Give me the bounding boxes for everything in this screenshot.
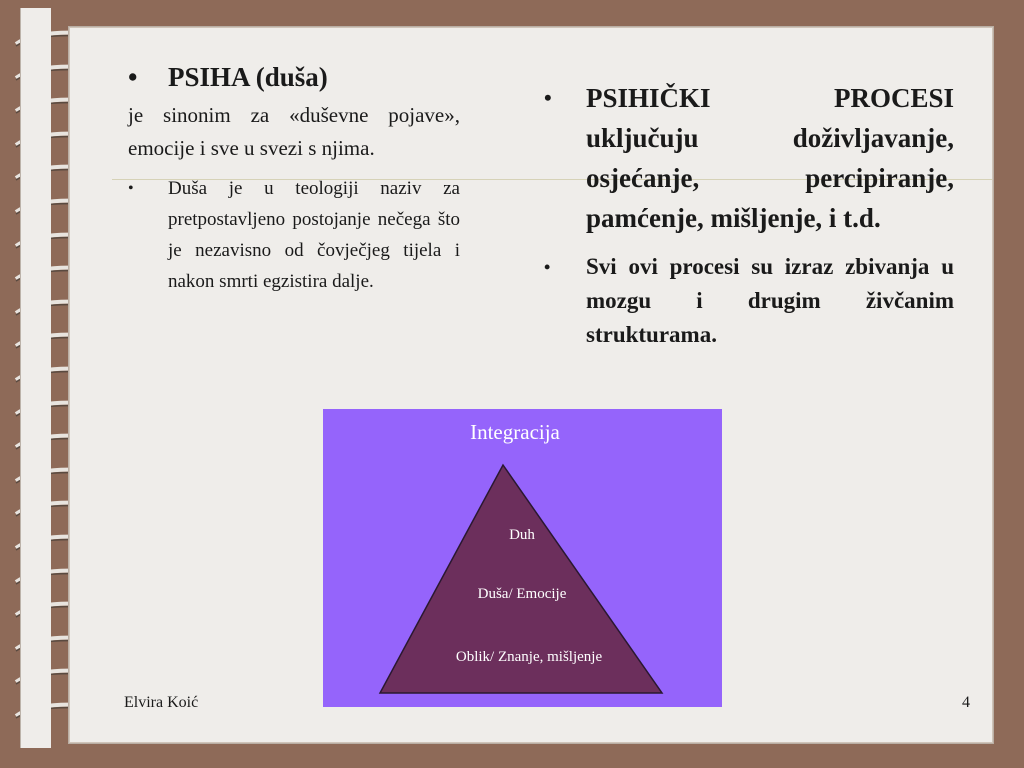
pyramid-level-middle: Duša/ Emocije — [477, 586, 567, 602]
page-number: 4 — [962, 694, 970, 711]
pyramid-level-bottom: Oblik/ Znanje, mišljenje — [455, 649, 603, 665]
list-item-text: Duša je u teologiji naziv za pretpostavljeno postojanje nečega što je nezavisno od čovječjeg tijela i nakon smrti egzistira dalje. — [168, 178, 460, 292]
page-edge — [20, 8, 51, 748]
psiha-heading — [128, 62, 460, 93]
list-item-text: PSIHIČKI PROCESI uključuju doživljavanje, osjećanje, percipiranje, pamćenje, mišljenje, i t.d. — [586, 83, 954, 233]
left-column — [128, 62, 460, 297]
bullet: • — [128, 62, 138, 92]
pyramid-svg — [323, 409, 722, 707]
pyramid-level-top: Duh — [509, 527, 535, 543]
diagram-title: Integracija — [470, 420, 560, 444]
psiha-definition: je sinonim za «duševne pojave», emocije i sve u svezi s njima. — [128, 103, 460, 160]
list-item-text: Svi ovi procesi su izraz zbivanja u mozgu i drugim živčanim strukturama. — [586, 254, 954, 347]
bullet: • — [544, 257, 551, 277]
heading-text: PSIHA (duša) — [168, 62, 328, 92]
footer-author: Elvira Koić — [124, 694, 199, 711]
integration-pyramid-diagram — [323, 409, 722, 707]
list-item — [128, 173, 460, 297]
bullet: • — [544, 85, 552, 110]
bullet: • — [128, 180, 134, 197]
list-item — [544, 78, 954, 238]
right-column — [544, 78, 954, 352]
list-item — [544, 250, 954, 352]
